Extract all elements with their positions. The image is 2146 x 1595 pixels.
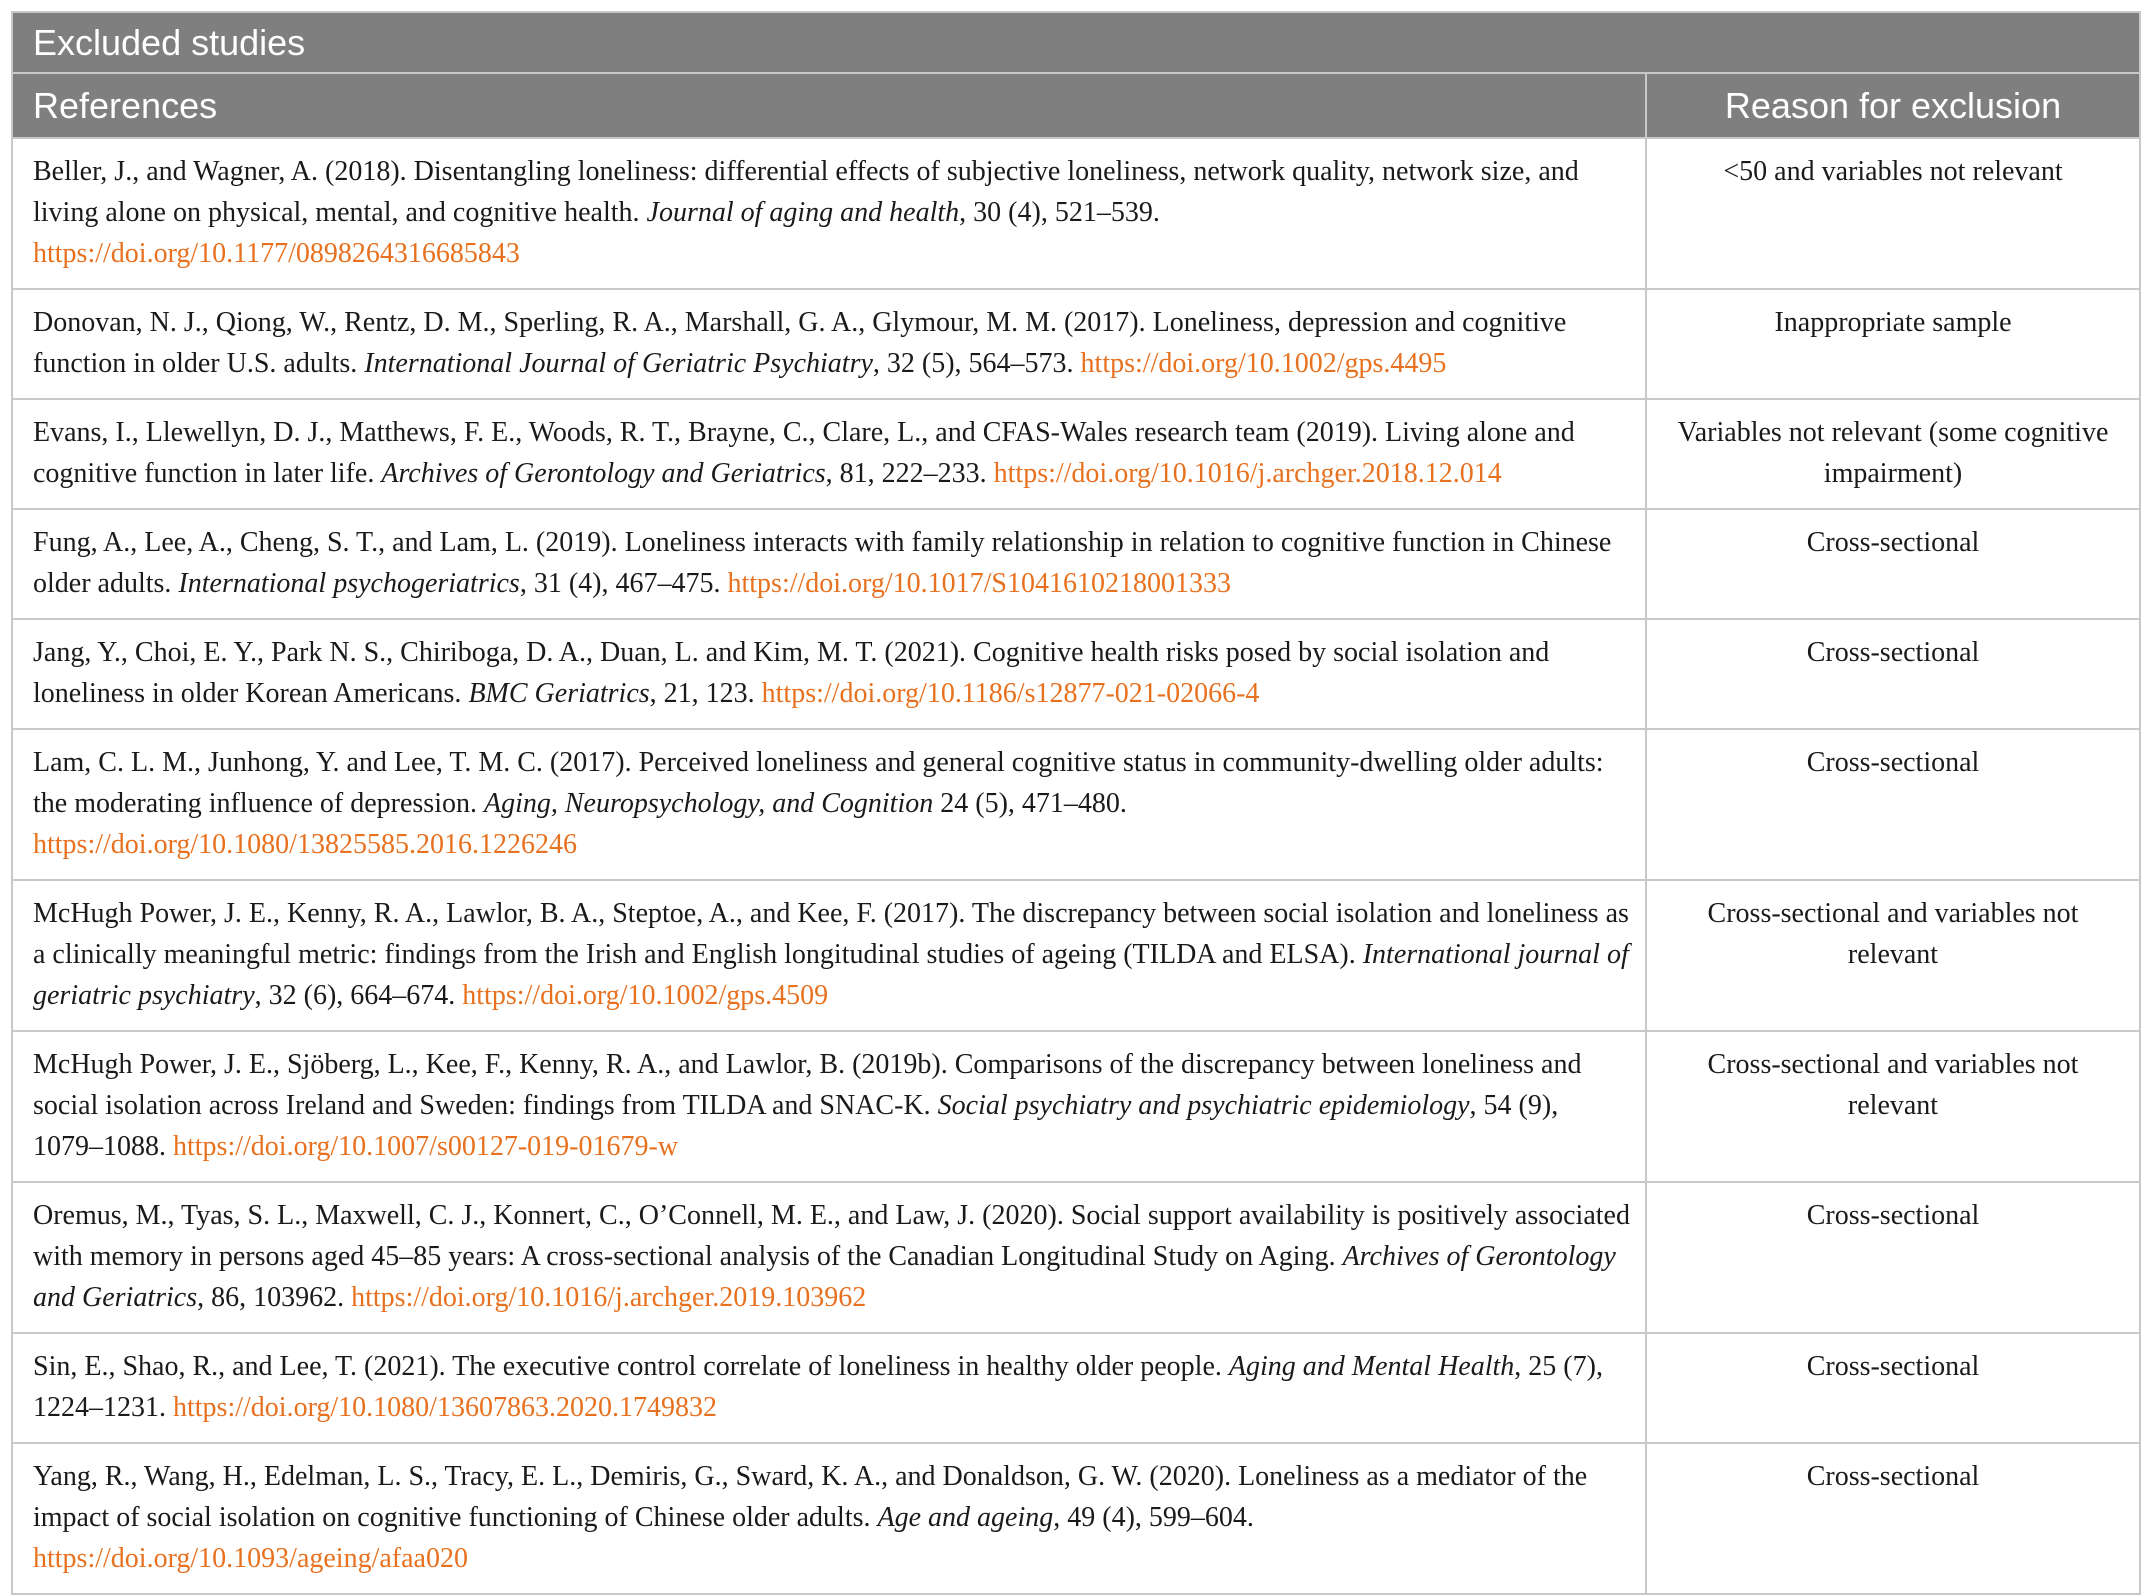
excluded-studies-table-container <box>11 11 2139 1595</box>
table-row <box>12 880 2140 1031</box>
table-body <box>12 138 2140 1594</box>
excluded-studies-table <box>11 11 2141 1595</box>
doi-link[interactable]: https://doi.org/10.1016/j.archger.2018.12.014 <box>993 458 1502 489</box>
journal-name: International psychogeriatrics <box>178 568 520 599</box>
reference-text: Evans, I., Llewellyn, D. J., Matthews, F. E., Woods, R. T., Brayne, C., Clare, L., and CFAS-Wales research team (2019). Living alone and cognitive function in later life. <box>33 417 1575 489</box>
reason-cell: Cross-sectional <box>1646 1333 2140 1443</box>
reference-text: Fung, A., Lee, A., Cheng, S. T., and Lam, L. (2019). Loneliness interacts with family relationship in relation to cognitive function in Chinese older adults. <box>33 527 1612 599</box>
doi-link[interactable]: https://doi.org/10.1080/13825585.2016.1226246 <box>33 829 577 860</box>
table-row <box>12 289 2140 399</box>
reference-cell <box>12 1333 1646 1443</box>
table-row <box>12 1182 2140 1333</box>
citation-details: , 32 (6), 664–674. <box>254 980 463 1011</box>
citation-details: , 49 (4), 599–604. <box>1053 1502 1254 1533</box>
table-title: Excluded studies <box>12 12 2140 73</box>
journal-name: Journal of aging and health <box>646 197 960 228</box>
reference-text: Yang, R., Wang, H., Edelman, L. S., Tracy, E. L., Demiris, G., Sward, K. A., and Donaldson, G. W. (2020). Loneliness as a mediator of the impact of social isolation on cognitive functioning of Chinese older adults. <box>33 1461 1588 1533</box>
reason-cell: Inappropriate sample <box>1646 289 2140 399</box>
reason-cell: Cross-sectional <box>1646 509 2140 619</box>
citation-details: , 31 (4), 467–475. <box>519 568 728 599</box>
reference-text: Oremus, M., Tyas, S. L., Maxwell, C. J., Konnert, C., O’Connell, M. E., and Law, J. (2020). Social support availability is positively associated with memory in persons aged 45–85 years: A cross-sectional analysis of the Canadian Longitudinal Study on Aging. <box>33 1200 1630 1272</box>
table-row <box>12 619 2140 729</box>
journal-name: International Journal of Geriatric Psychiatry <box>364 348 873 379</box>
table-row <box>12 729 2140 880</box>
reason-cell: Cross-sectional <box>1646 1443 2140 1594</box>
citation-details: , 21, 123. <box>649 678 762 709</box>
doi-link[interactable]: https://doi.org/10.1080/13607863.2020.1749832 <box>173 1392 717 1423</box>
reference-cell <box>12 399 1646 509</box>
table-row <box>12 1443 2140 1594</box>
doi-link[interactable]: https://doi.org/10.1002/gps.4495 <box>1080 348 1447 379</box>
journal-name: Archives of Gerontology and Geriatrics <box>381 458 826 489</box>
citation-details: , 86, 103962. <box>197 1282 352 1313</box>
reference-text: McHugh Power, J. E., Sjöberg, L., Kee, F., Kenny, R. A., and Lawlor, B. (2019b). Comparisons of the discrepancy between loneliness and social isolation across Ireland and Sweden: findings from TILDA and SNAC-K. <box>33 1049 1582 1121</box>
table-header-row <box>12 73 2140 138</box>
reason-cell: Cross-sectional <box>1646 619 2140 729</box>
journal-name: BMC Geriatrics <box>468 678 650 709</box>
journal-name: Aging, Neuropsychology, and Cognition <box>483 788 934 819</box>
reason-cell: Cross-sectional and variables not relevant <box>1646 1031 2140 1182</box>
table-row <box>12 509 2140 619</box>
column-header-reason: Reason for exclusion <box>1646 73 2140 138</box>
reference-cell <box>12 1031 1646 1182</box>
table-row <box>12 1333 2140 1443</box>
table-row <box>12 399 2140 509</box>
reference-cell <box>12 1443 1646 1594</box>
reference-cell <box>12 880 1646 1031</box>
doi-link[interactable]: https://doi.org/10.1016/j.archger.2019.103962 <box>351 1282 867 1313</box>
doi-link[interactable]: https://doi.org/10.1186/s12877-021-02066-4 <box>761 678 1260 709</box>
reference-text: Sin, E., Shao, R., and Lee, T. (2021). The executive control correlate of loneliness in healthy older people. <box>33 1351 1229 1382</box>
reference-cell <box>12 138 1646 289</box>
citation-details: 24 (5), 471–480. <box>933 788 1127 819</box>
table-title-row <box>12 12 2140 73</box>
citation-details: , 32 (5), 564–573. <box>872 348 1081 379</box>
journal-name: Aging and Mental Health <box>1228 1351 1515 1382</box>
reference-text: McHugh Power, J. E., Kenny, R. A., Lawlor, B. A., Steptoe, A., and Kee, F. (2017). The discrepancy between social isolation and loneliness as a clinically meaningful metric: findings from the Irish and English longitudinal studies of ageing (TILDA and ELSA). <box>33 898 1629 970</box>
table-row <box>12 138 2140 289</box>
reference-text: Beller, J., and Wagner, A. (2018). Disentangling loneliness: differential effects of subjective loneliness, network quality, network size, and living alone on physical, mental, and cognitive health. <box>33 156 1579 228</box>
journal-name: Archives of Gerontology and Geriatrics <box>33 1241 1616 1313</box>
reason-cell: Cross-sectional and variables not relevant <box>1646 880 2140 1031</box>
citation-details: , 54 (9), 1079–1088. <box>33 1090 1559 1162</box>
citation-details: , 25 (7), 1224–1231. <box>33 1351 1603 1423</box>
doi-link[interactable]: https://doi.org/10.1093/ageing/afaa020 <box>33 1543 468 1574</box>
reference-cell <box>12 619 1646 729</box>
reason-cell: <50 and variables not relevant <box>1646 138 2140 289</box>
reference-cell <box>12 729 1646 880</box>
journal-name: Age and ageing <box>877 1502 1054 1533</box>
journal-name: Social psychiatry and psychiatric epidemiology <box>937 1090 1470 1121</box>
reference-text: Lam, C. L. M., Junhong, Y. and Lee, T. M. C. (2017). Perceived loneliness and general cognitive status in community-dwelling older adults: the moderating influence of depression. <box>33 747 1604 819</box>
column-header-references: References <box>12 73 1646 138</box>
citation-details: , 30 (4), 521–539. <box>959 197 1160 228</box>
reason-cell: Cross-sectional <box>1646 1182 2140 1333</box>
citation-details: , 81, 222–233. <box>825 458 994 489</box>
doi-link[interactable]: https://doi.org/10.1017/S1041610218001333 <box>727 568 1232 599</box>
journal-name: International journal of geriatric psychiatry <box>33 939 1629 1011</box>
reference-cell <box>12 289 1646 399</box>
reference-text: Jang, Y., Choi, E. Y., Park N. S., Chiriboga, D. A., Duan, L. and Kim, M. T. (2021). Cognitive health risks posed by social isolation and loneliness in older Korean Americans. <box>33 637 1550 709</box>
reference-text: Donovan, N. J., Qiong, W., Rentz, D. M., Sperling, R. A., Marshall, G. A., Glymour, M. M. (2017). Loneliness, depression and cognitive function in older U.S. adults. <box>33 307 1567 379</box>
reference-cell <box>12 1182 1646 1333</box>
doi-link[interactable]: https://doi.org/10.1002/gps.4509 <box>462 980 829 1011</box>
doi-link[interactable]: https://doi.org/10.1007/s00127-019-01679-w <box>173 1131 679 1162</box>
table-row <box>12 1031 2140 1182</box>
reason-cell: Cross-sectional <box>1646 729 2140 880</box>
reason-cell: Variables not relevant (some cognitive impairment) <box>1646 399 2140 509</box>
reference-cell <box>12 509 1646 619</box>
doi-link[interactable]: https://doi.org/10.1177/0898264316685843 <box>33 238 520 269</box>
